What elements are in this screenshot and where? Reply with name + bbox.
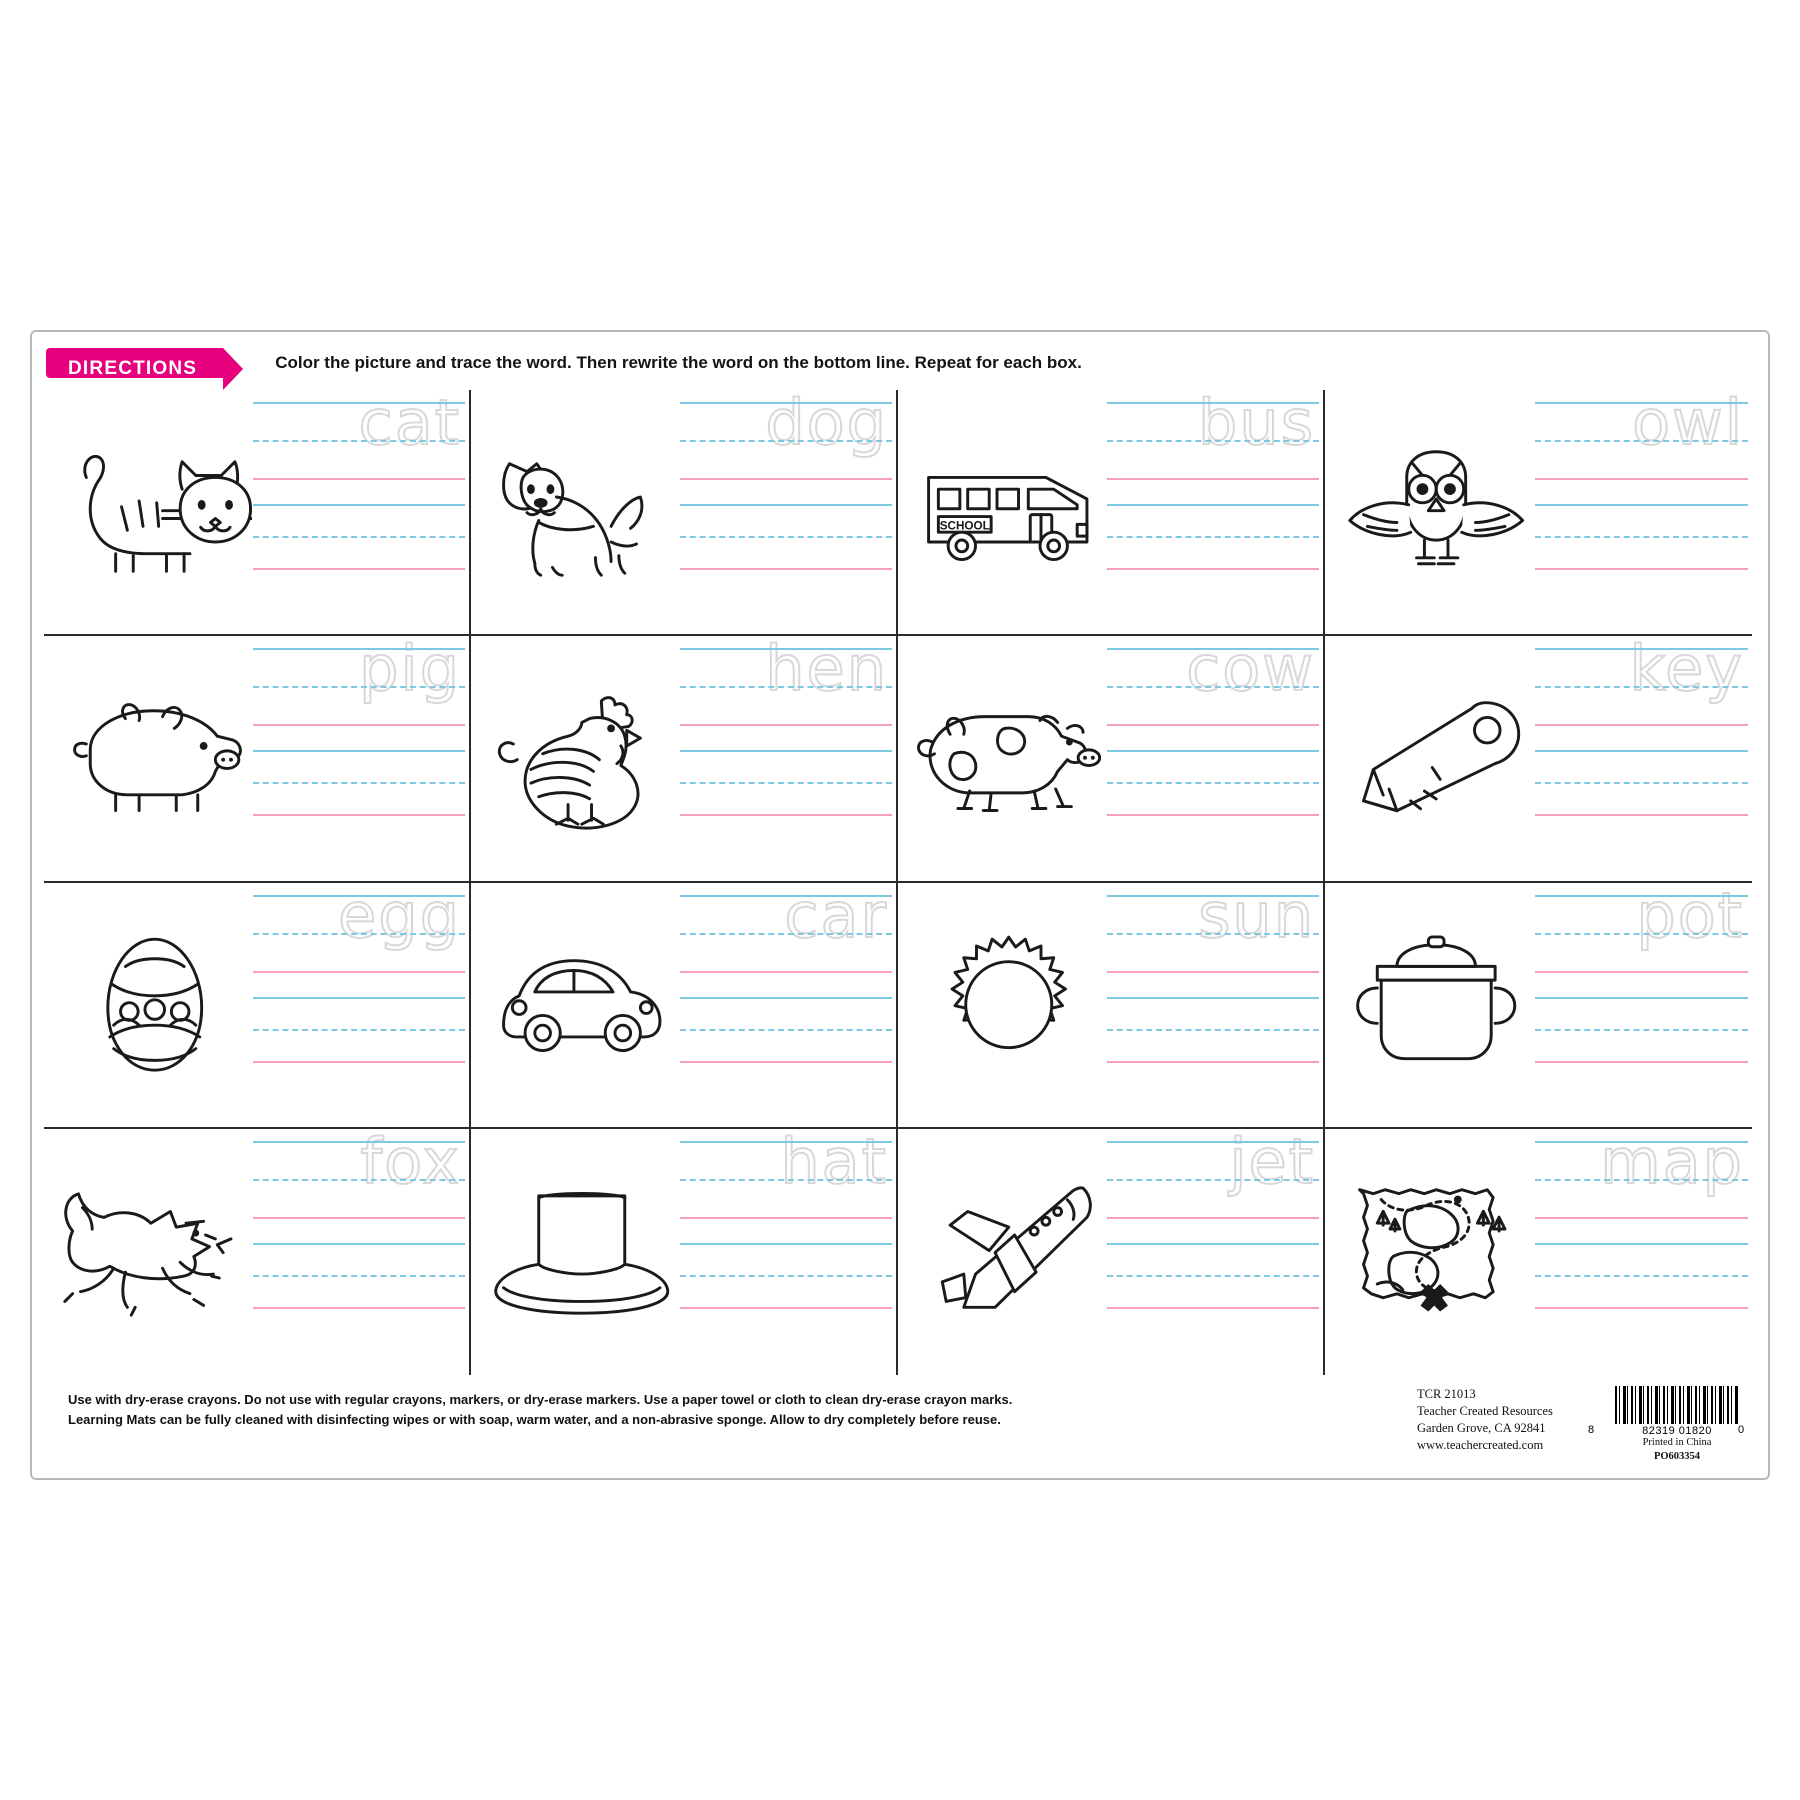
- printed-in: Printed in China: [1642, 1437, 1712, 1448]
- trace-word: bus: [1198, 390, 1315, 459]
- publisher-address: Garden Grove, CA 92841: [1417, 1420, 1546, 1435]
- handwriting-lines[interactable]: [253, 882, 466, 1121]
- cow-icon: [902, 640, 1115, 876]
- trace-word: hat: [780, 1128, 888, 1198]
- handwriting-lines[interactable]: [1107, 390, 1320, 628]
- car-icon: [475, 887, 688, 1123]
- barcode-bars: [1615, 1386, 1739, 1424]
- handwriting-lines[interactable]: [680, 390, 893, 628]
- word-cell-cow[interactable]: [898, 636, 1325, 882]
- trace-word: fox: [360, 1128, 461, 1198]
- sun-icon: [902, 887, 1115, 1123]
- trace-word: pig: [359, 636, 461, 706]
- top-hat-icon: [475, 1133, 688, 1371]
- trace-word: key: [1629, 636, 1744, 706]
- handwriting-lines[interactable]: [253, 1128, 466, 1369]
- trace-word: hen: [765, 636, 888, 706]
- trace-word: owl: [1632, 390, 1744, 459]
- word-cell-key[interactable]: [1325, 636, 1752, 882]
- trace-word: map: [1600, 1128, 1744, 1198]
- owl-icon: [1329, 394, 1543, 630]
- publisher-website: www.teachercreated.com: [1417, 1437, 1544, 1452]
- word-cell-car[interactable]: [471, 883, 898, 1129]
- care-instructions-line2: Learning Mats can be fully cleaned with disinfecting wipes or with soap, warm water, and a non-abrasive sponge. Allow to dry completely before reuse.: [68, 1411, 1001, 1427]
- word-grid: [44, 390, 1752, 1375]
- publisher-name: Teacher Created Resources: [1417, 1403, 1553, 1418]
- handwriting-lines[interactable]: [1535, 1128, 1749, 1369]
- handwriting-lines[interactable]: [1535, 636, 1749, 874]
- word-cell-map[interactable]: [1325, 1129, 1752, 1375]
- pot-icon: [1329, 887, 1543, 1123]
- dog-icon: [475, 394, 688, 630]
- pig-icon: [48, 640, 261, 876]
- barcode-right-digit: 0: [1738, 1424, 1745, 1436]
- trace-word: dog: [765, 390, 888, 459]
- handwriting-lines[interactable]: [253, 390, 466, 628]
- treasure-map-icon: [1329, 1133, 1543, 1371]
- barcode-left-digit: 8: [1588, 1424, 1595, 1436]
- handwriting-lines[interactable]: [253, 636, 466, 874]
- word-cell-bus[interactable]: [898, 390, 1325, 636]
- directions-flag-label: DIRECTIONS: [46, 348, 223, 378]
- cat-icon: [48, 394, 261, 630]
- directions-bar: [32, 342, 1768, 384]
- trace-word: sun: [1198, 882, 1315, 952]
- word-cell-sun[interactable]: [898, 883, 1325, 1129]
- learning-mat-sheet: [30, 330, 1770, 1480]
- print-info: [1602, 1436, 1752, 1464]
- word-cell-hat[interactable]: [471, 1129, 898, 1375]
- po-number: PO603354: [1653, 1451, 1701, 1463]
- handwriting-lines[interactable]: [1107, 882, 1320, 1121]
- key-icon: [1329, 640, 1543, 876]
- publisher-info: [1417, 1386, 1553, 1454]
- fox-icon: [48, 1133, 261, 1371]
- handwriting-lines[interactable]: [1107, 636, 1320, 874]
- barcode: [1602, 1384, 1752, 1437]
- handwriting-lines[interactable]: [680, 882, 893, 1121]
- handwriting-lines[interactable]: [1535, 390, 1749, 628]
- hen-icon: [475, 640, 688, 876]
- word-cell-jet[interactable]: [898, 1129, 1325, 1375]
- directions-text: Color the picture and trace the word. Then rewrite the word on the bottom line. Repeat for each box.: [275, 353, 1082, 372]
- care-instructions: [68, 1390, 1158, 1429]
- footer: [32, 1384, 1768, 1470]
- trace-word: cat: [358, 390, 461, 459]
- word-cell-cat[interactable]: [44, 390, 471, 636]
- trace-word: egg: [338, 882, 461, 952]
- word-cell-dog[interactable]: [471, 390, 898, 636]
- handwriting-lines[interactable]: [1107, 1128, 1320, 1369]
- jet-icon: [902, 1133, 1115, 1371]
- trace-word: jet: [1229, 1128, 1315, 1198]
- word-cell-pot[interactable]: [1325, 883, 1752, 1129]
- svg-text:SCHOOL: SCHOOL: [939, 519, 990, 533]
- barcode-digits: 82319 01820: [1642, 1425, 1712, 1437]
- word-cell-fox[interactable]: [44, 1129, 471, 1375]
- egg-icon: [48, 887, 261, 1123]
- product-code: TCR 21013: [1417, 1387, 1476, 1401]
- handwriting-lines[interactable]: [1535, 882, 1749, 1121]
- trace-word: pot: [1636, 882, 1744, 952]
- care-instructions-line1: Use with dry-erase crayons. Do not use with regular crayons, markers, or dry-erase markers. Use a paper towel or cloth to clean dry-erase crayon marks.: [68, 1392, 1013, 1407]
- school-bus-icon: [902, 394, 1115, 630]
- handwriting-lines[interactable]: [680, 636, 893, 874]
- word-cell-pig[interactable]: [44, 636, 471, 882]
- word-cell-hen[interactable]: [471, 636, 898, 882]
- word-cell-owl[interactable]: [1325, 390, 1752, 636]
- trace-word: cow: [1186, 636, 1315, 706]
- word-cell-egg[interactable]: [44, 883, 471, 1129]
- trace-word: car: [784, 882, 888, 952]
- handwriting-lines[interactable]: [680, 1128, 893, 1369]
